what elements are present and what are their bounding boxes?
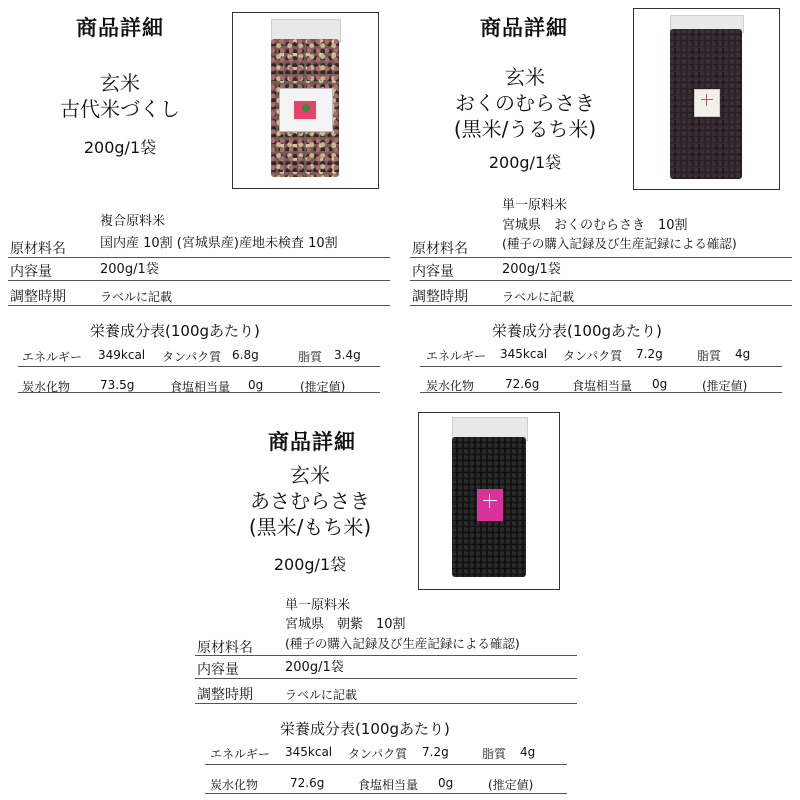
product-1-nutrition-title: 栄養成分表(100gあたり): [90, 322, 260, 340]
product-1-salt-value: 0g: [248, 378, 264, 392]
product-2-name: [425, 64, 625, 142]
product-2-protein-value: 7.2g: [636, 347, 663, 361]
product-2-material-line-1: 単一原料米: [502, 198, 568, 213]
product-3-fat-label: 脂質: [482, 747, 507, 761]
product-1-adjust-label: 調整時期: [10, 289, 66, 305]
product-1-name-line-2: 古代米づくし: [60, 97, 180, 121]
divider: [195, 703, 577, 704]
product-2-name-line-1: 玄米: [505, 65, 545, 89]
product-3-adjust-label: 調整時期: [197, 687, 253, 703]
product-2-size: 200g/1袋: [488, 153, 562, 172]
product-3-photo: [418, 412, 560, 590]
product-2-energy-label: エネルギー: [426, 349, 487, 363]
product-1-carb-label: 炭水化物: [22, 380, 71, 394]
product-2-adjust-value: ラベルに記載: [502, 290, 575, 304]
product-1-material-line-2: 国内産 10割 (宮城県産)産地未検査 10割: [100, 236, 338, 251]
product-1-salt-label: 食塩相当量: [170, 380, 231, 394]
product-2-salt-label: 食塩相当量: [572, 379, 633, 393]
product-1-heading: 商品詳細: [76, 16, 164, 40]
product-1-protein-value: 6.8g: [232, 348, 259, 362]
product-2-adjust-label: 調整時期: [412, 289, 468, 305]
divider: [205, 793, 567, 794]
product-3-energy-label: エネルギー: [210, 747, 271, 761]
product-3-name-line-2: あさむらさき: [250, 489, 370, 513]
product-1-name-line-1: 玄米: [100, 71, 140, 95]
product-2-name-line-3: (黒米/うるち米): [453, 117, 597, 141]
product-3-fat-value: 4g: [520, 745, 536, 759]
product-3-capacity-value: 200g/1袋: [285, 660, 344, 675]
product-2-fat-value: 4g: [735, 347, 751, 361]
product-1-photo: [232, 12, 379, 189]
product-3-name-line-3: (黒米/もち米): [248, 515, 372, 539]
product-2-photo: [633, 8, 780, 190]
divider: [18, 392, 380, 393]
product-3-name: [210, 462, 410, 540]
product-3-capacity-label: 内容量: [197, 662, 239, 678]
bag-label-icon: [694, 89, 720, 117]
bag-label-icon: [279, 88, 333, 132]
product-1-material-label: 原材料名: [10, 241, 66, 257]
divider: [410, 257, 792, 258]
product-2-capacity-label: 内容量: [412, 264, 454, 280]
product-3-carb-value: 72.6g: [290, 776, 325, 790]
product-1-fat-value: 3.4g: [334, 348, 361, 362]
product-3-salt-value: 0g: [438, 776, 454, 790]
product-2-energy-value: 345kcal: [500, 347, 548, 361]
divider: [8, 257, 390, 258]
product-1-capacity-label: 内容量: [10, 264, 52, 280]
divider: [8, 280, 390, 281]
product-2-material-line-2: 宮城県 おくのむらさき 10割: [502, 218, 688, 233]
product-3-name-line-1: 玄米: [290, 463, 330, 487]
product-2-estimate: (推定値): [702, 379, 748, 393]
product-2-material-line-3: (種子の購入記録及び生産記録による確認): [502, 236, 737, 251]
divider: [8, 305, 390, 306]
divider: [410, 305, 792, 306]
divider: [18, 366, 380, 367]
product-3-material-label: 原材料名: [197, 640, 253, 656]
product-3-material-line-1: 単一原料米: [285, 598, 351, 613]
product-3-material-line-3: (種子の購入記録及び生産記録による確認): [285, 636, 520, 651]
product-3-protein-label: タンパク質: [348, 747, 408, 761]
product-1-protein-label: タンパク質: [162, 350, 222, 364]
product-3-adjust-value: ラベルに記載: [285, 688, 358, 702]
product-2-material-label: 原材料名: [412, 241, 468, 257]
product-2-name-line-2: おくのむらさき: [455, 91, 595, 115]
divider: [420, 366, 782, 367]
product-2-nutrition-title: 栄養成分表(100gあたり): [492, 322, 662, 340]
product-2-carb-label: 炭水化物: [426, 379, 475, 393]
product-1-energy-value: 349kcal: [98, 348, 146, 362]
product-1-capacity-value: 200g/1袋: [100, 262, 159, 277]
product-1-adjust-value: ラベルに記載: [100, 290, 173, 304]
product-3-size: 200g/1袋: [273, 555, 347, 574]
product-1-estimate: (推定値): [300, 380, 346, 394]
product-1-carb-value: 73.5g: [100, 378, 135, 392]
product-3-heading: 商品詳細: [268, 430, 356, 454]
product-1-material-line-1: 複合原料米: [100, 214, 166, 229]
product-3-salt-label: 食塩相当量: [358, 778, 419, 792]
product-1-name: [20, 70, 220, 122]
product-3-protein-value: 7.2g: [422, 745, 449, 759]
product-3-nutrition-title: 栄養成分表(100gあたり): [280, 720, 450, 738]
product-3-energy-value: 345kcal: [285, 745, 333, 759]
divider: [420, 392, 782, 393]
divider: [410, 280, 792, 281]
product-2-protein-label: タンパク質: [563, 349, 623, 363]
product-3-estimate: (推定値): [488, 778, 534, 792]
divider: [195, 655, 577, 656]
product-2-salt-value: 0g: [652, 377, 668, 391]
divider: [195, 678, 577, 679]
bag-label-icon: [477, 489, 503, 521]
product-2-capacity-value: 200g/1袋: [502, 262, 561, 277]
product-2-fat-label: 脂質: [697, 349, 722, 363]
product-1-energy-label: エネルギー: [22, 350, 83, 364]
product-2-carb-value: 72.6g: [505, 377, 540, 391]
product-2-heading: 商品詳細: [480, 16, 568, 40]
divider: [205, 764, 567, 765]
product-3-material-line-2: 宮城県 朝紫 10割: [285, 617, 406, 632]
product-1-size: 200g/1袋: [83, 138, 157, 157]
product-3-carb-label: 炭水化物: [210, 778, 259, 792]
product-1-fat-label: 脂質: [298, 350, 323, 364]
